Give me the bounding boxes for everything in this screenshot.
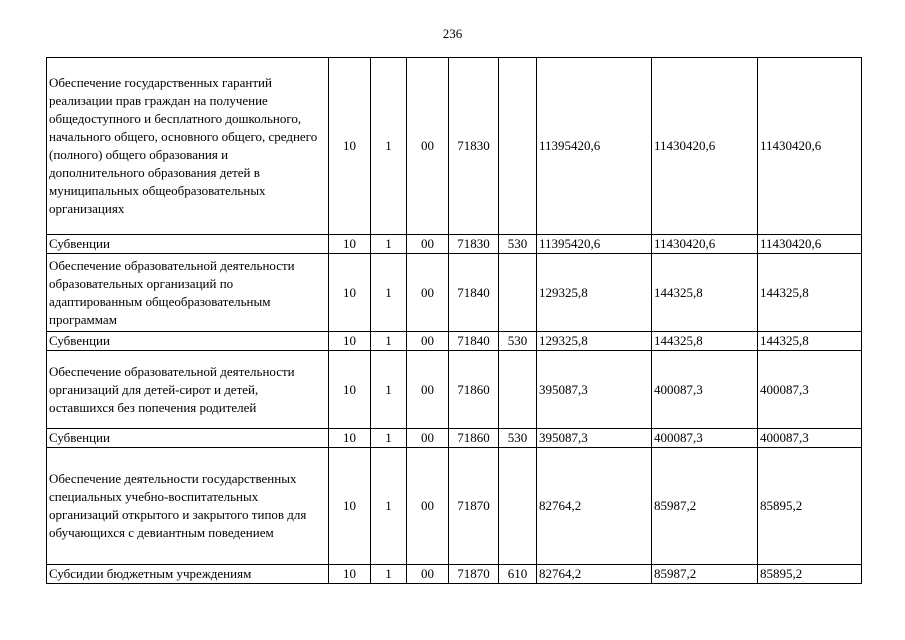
vr-cell <box>499 448 537 565</box>
row-name: Субвенции <box>47 429 329 448</box>
table-row <box>47 448 862 565</box>
row-name: Обеспечение государственных гарантий реализации прав граждан на получение общедоступного и бесплатного дошкольного, начального общего, основного общего, среднего (полного) общего образования и дополнительного образования детей в муниципальных общеобразовательных организациях <box>47 58 329 235</box>
rz-cell: 10 <box>329 565 371 584</box>
vr-cell <box>499 254 537 332</box>
year1-amount: 82764,2 <box>537 448 652 565</box>
table-row <box>47 254 862 332</box>
year1-amount: 11395420,6 <box>537 58 652 235</box>
rz-cell: 10 <box>329 235 371 254</box>
pr-cell: 1 <box>371 448 407 565</box>
year1-amount: 129325,8 <box>537 254 652 332</box>
csr-cell: 71840 <box>449 254 499 332</box>
csr-cell: 71830 <box>449 58 499 235</box>
pr-cell: 1 <box>371 254 407 332</box>
page-number: 236 <box>442 26 463 41</box>
row-name: Обеспечение образовательной деятельности организаций для детей-сирот и детей, оставшихся без попечения родителей <box>47 351 329 429</box>
table-row <box>47 565 862 584</box>
vr-cell: 530 <box>499 429 537 448</box>
year1-amount: 129325,8 <box>537 332 652 351</box>
vr-cell <box>499 58 537 235</box>
vr-cell: 530 <box>499 235 537 254</box>
year3-amount: 11430420,6 <box>758 235 862 254</box>
csr-cell: 71860 <box>449 351 499 429</box>
table-row <box>47 351 862 429</box>
sub-cell: 00 <box>407 351 449 429</box>
rz-cell: 10 <box>329 429 371 448</box>
table-row <box>47 332 862 351</box>
sub-cell: 00 <box>407 565 449 584</box>
year2-amount: 85987,2 <box>652 448 758 565</box>
table-row <box>47 429 862 448</box>
year3-amount: 144325,8 <box>758 332 862 351</box>
year2-amount: 144325,8 <box>652 332 758 351</box>
year3-amount: 144325,8 <box>758 254 862 332</box>
pr-cell: 1 <box>371 565 407 584</box>
year3-amount: 11430420,6 <box>758 58 862 235</box>
year3-amount: 85895,2 <box>758 565 862 584</box>
vr-cell <box>499 351 537 429</box>
rz-cell: 10 <box>329 58 371 235</box>
year1-amount: 395087,3 <box>537 351 652 429</box>
year1-amount: 395087,3 <box>537 429 652 448</box>
year3-amount: 85895,2 <box>758 448 862 565</box>
year1-amount: 82764,2 <box>537 565 652 584</box>
rz-cell: 10 <box>329 448 371 565</box>
year3-amount: 400087,3 <box>758 429 862 448</box>
sub-cell: 00 <box>407 429 449 448</box>
sub-cell: 00 <box>407 332 449 351</box>
sub-cell: 00 <box>407 235 449 254</box>
year2-amount: 400087,3 <box>652 429 758 448</box>
csr-cell: 71840 <box>449 332 499 351</box>
sub-cell: 00 <box>407 254 449 332</box>
pr-cell: 1 <box>371 235 407 254</box>
rz-cell: 10 <box>329 351 371 429</box>
year2-amount: 144325,8 <box>652 254 758 332</box>
row-name: Обеспечение образовательной деятельности образовательных организаций по адаптированным общеобразовательным программам <box>47 254 329 332</box>
table-row <box>47 58 862 235</box>
year1-amount: 11395420,6 <box>537 235 652 254</box>
csr-cell: 71860 <box>449 429 499 448</box>
sub-cell: 00 <box>407 448 449 565</box>
csr-cell: 71870 <box>449 448 499 565</box>
year3-amount: 400087,3 <box>758 351 862 429</box>
year2-amount: 85987,2 <box>652 565 758 584</box>
budget-table <box>46 57 862 584</box>
sub-cell: 00 <box>407 58 449 235</box>
vr-cell: 610 <box>499 565 537 584</box>
table-row <box>47 235 862 254</box>
year2-amount: 11430420,6 <box>652 235 758 254</box>
pr-cell: 1 <box>371 351 407 429</box>
pr-cell: 1 <box>371 332 407 351</box>
year2-amount: 400087,3 <box>652 351 758 429</box>
row-name: Обеспечение деятельности государственных специальных учебно-воспитательных организаций открытого и закрытого типов для обучающихся с девиантным поведением <box>47 448 329 565</box>
csr-cell: 71830 <box>449 235 499 254</box>
csr-cell: 71870 <box>449 565 499 584</box>
row-name: Субвенции <box>47 235 329 254</box>
year2-amount: 11430420,6 <box>652 58 758 235</box>
vr-cell: 530 <box>499 332 537 351</box>
row-name: Субсидии бюджетным учреждениям <box>47 565 329 584</box>
pr-cell: 1 <box>371 58 407 235</box>
rz-cell: 10 <box>329 332 371 351</box>
pr-cell: 1 <box>371 429 407 448</box>
row-name: Субвенции <box>47 332 329 351</box>
rz-cell: 10 <box>329 254 371 332</box>
